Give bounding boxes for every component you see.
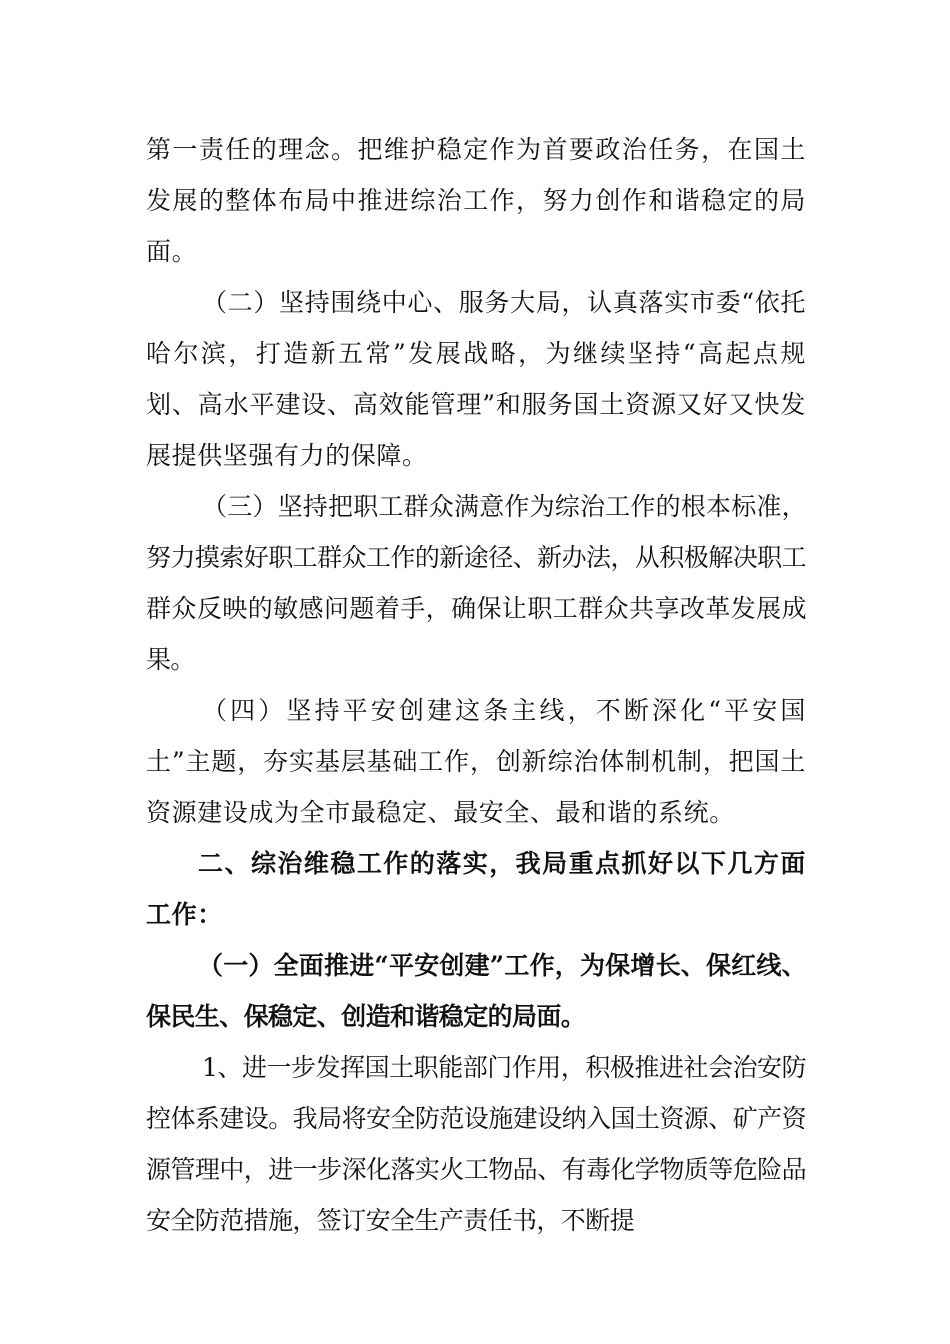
paragraph-item-4: （四）坚持平安创建这条主线，不断深化“平安国土”主题，夯实基层基础工作，创新综治体制机制，把国土资源建设成为全市最稳定、最安全、最和谐的系统。 <box>146 696 806 827</box>
paragraph-item-3: （三）坚持把职工群众满意作为综治工作的根本标准，努力摸索好职工群众工作的新途径、新办法，从积极解决职工群众反映的敏感问题着手，确保让职工群众共享改革发展成果。 <box>146 492 806 674</box>
paragraph-continuation: 第一责任的理念。把维护稳定作为首要政治任务，在国土发展的整体布局中推进综治工作，努力创作和谐稳定的局面。 <box>146 135 806 266</box>
paragraph-item-2: （二）坚持围绕中心、服务大局，认真落实市委“依托哈尔滨，打造新五常”发展战略，为继续坚持“高起点规划、高水平建设、高效能管理”和服务国土资源又好又快发展提供坚强有力的保障。 <box>146 288 806 470</box>
document-body <box>146 124 806 1246</box>
subsection-heading-1: （一）全面推进“平安创建”工作，为保增长、保红线、保民生、保稳定、创造和谐稳定的局面。 <box>146 951 806 1031</box>
section-heading-2: 二、综治维稳工作的落实，我局重点抓好以下几方面工作： <box>146 849 806 929</box>
paragraph-point-1: 1、进一步发挥国土职能部门作用，积极推进社会治安防控体系建设。我局将安全防范设施建设纳入国土资源、矿产资源管理中，进一步深化落实火工物品、有毒化学物质等危险品安全防范措施，签订安全生产责任书，不断提 <box>146 1053 806 1235</box>
